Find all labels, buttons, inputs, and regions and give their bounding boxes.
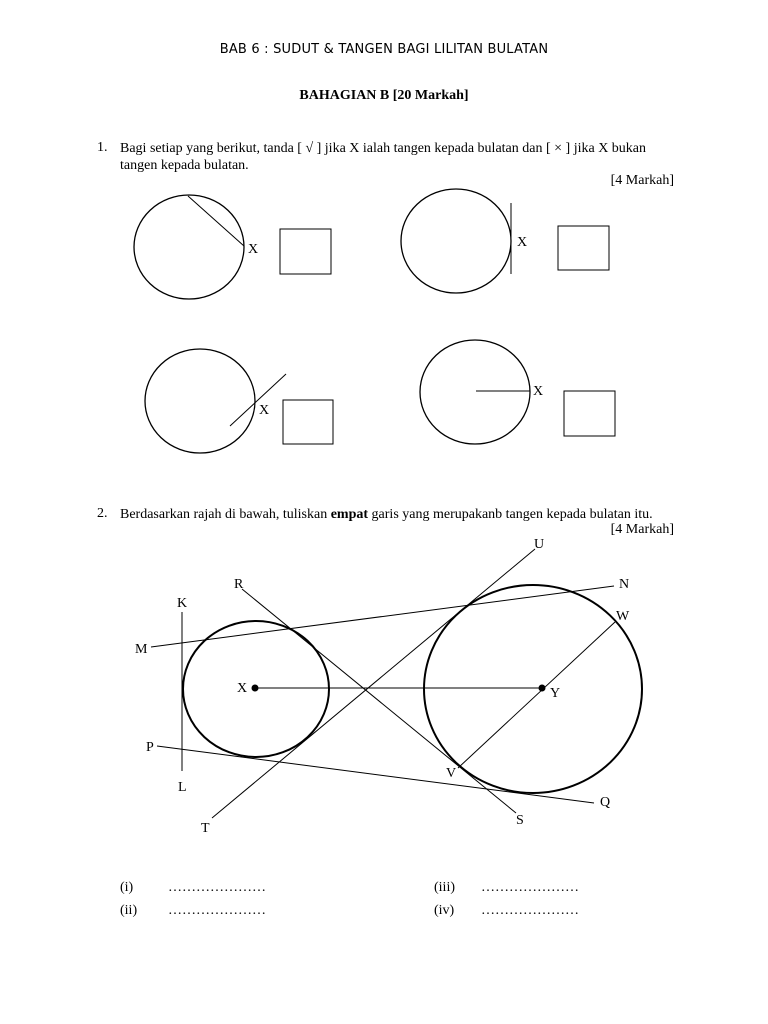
q2-label-x: X bbox=[237, 681, 248, 696]
answer-blank-ii[interactable]: ………………… bbox=[168, 903, 266, 918]
q2-marks: [4 Markah] bbox=[610, 522, 674, 537]
q2-label-w: W bbox=[616, 609, 630, 624]
q1-c-label-x: X bbox=[259, 403, 270, 418]
answer-label-iii: (iii) bbox=[434, 880, 455, 895]
section-title: BAHAGIAN B [20 Markah] bbox=[299, 88, 469, 103]
q2-line-mn bbox=[151, 586, 614, 647]
q2-label-s: S bbox=[516, 813, 524, 828]
q2-label-n: N bbox=[619, 577, 630, 592]
q2-large-circle bbox=[424, 585, 642, 793]
answer-blank-i[interactable]: ………………… bbox=[168, 880, 266, 895]
answer-label-iv: (iv) bbox=[434, 903, 455, 918]
q2-label-v: V bbox=[446, 766, 457, 781]
q1-a-label-x: X bbox=[248, 242, 259, 257]
q1-b-label-x: X bbox=[517, 235, 528, 250]
q1-marks: [4 Markah] bbox=[610, 173, 674, 188]
q2-text-before: Berdasarkan rajah di bawah, tuliskan bbox=[120, 507, 331, 522]
q1-d-label-x: X bbox=[533, 384, 544, 399]
q2-label-k: K bbox=[177, 596, 188, 611]
answer-blank-iii[interactable]: ………………… bbox=[481, 880, 579, 895]
q2-label-m: M bbox=[135, 642, 148, 657]
q2-text-bold: empat bbox=[330, 507, 369, 522]
q2-label-y: Y bbox=[550, 686, 561, 701]
q2-line-rs bbox=[242, 589, 516, 813]
chapter-title: BAB 6 : SUDUT & TANGEN BAGI LILITAN BULATAN bbox=[219, 42, 549, 57]
q2-label-p: P bbox=[146, 740, 154, 755]
q2-label-u: U bbox=[534, 537, 545, 552]
q2-label-t: T bbox=[201, 821, 210, 836]
q2-text-after: garis yang merupakanb tangen kepada bulatan itu. bbox=[368, 507, 653, 522]
q2-label-l: L bbox=[178, 780, 187, 795]
q2-line-pq bbox=[157, 746, 594, 803]
q1-text-line2: tangen kepada bulatan. bbox=[120, 158, 249, 173]
q1-number: 1. bbox=[97, 140, 108, 155]
q2-point-y bbox=[539, 685, 546, 692]
q2-number: 2. bbox=[97, 506, 108, 521]
q2-line-tu bbox=[212, 549, 535, 818]
q2-label-r: R bbox=[234, 577, 244, 592]
q1-text-line1: Bagi setiap yang berikut, tanda [ √ ] jika X ialah tangen kepada bulatan dan [ × ] jika X bukan bbox=[120, 141, 647, 156]
answer-label-i: (i) bbox=[120, 880, 134, 895]
q2-point-x bbox=[252, 685, 259, 692]
q2-label-q: Q bbox=[600, 795, 611, 810]
answer-label-ii: (ii) bbox=[120, 903, 138, 918]
answer-blank-iv[interactable]: ………………… bbox=[481, 903, 579, 918]
q2-line-vw bbox=[458, 622, 615, 768]
